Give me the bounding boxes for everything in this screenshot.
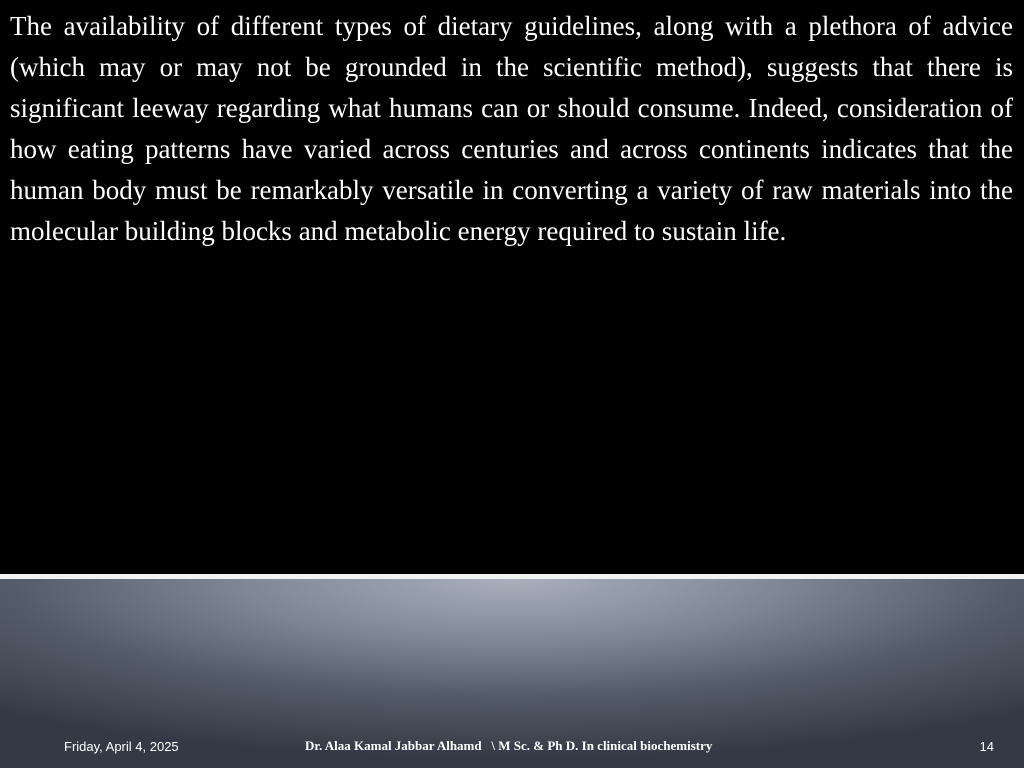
footer-author: Dr. Alaa Kamal Jabbar Alhamd \ M Sc. & Ph D. In clinical biochemistry — [305, 738, 713, 753]
slide-body-text: The availability of different types of dietary guidelines, along with a plethora of advice (which may or may not be grounded in the scientific method), suggests that there is significant leeway regarding what humans can or should consume. Indeed, consideration of how eating patterns have varied across centuries and across continents indicates that the human body must be remarkably versatile in converting a variety of raw materials into the molecular building blocks and metabolic energy required to sustain life. — [10, 11, 1013, 246]
slide-page-number: 14 — [979, 739, 994, 754]
footer-date: Friday, April 4, 2025 — [64, 739, 179, 754]
